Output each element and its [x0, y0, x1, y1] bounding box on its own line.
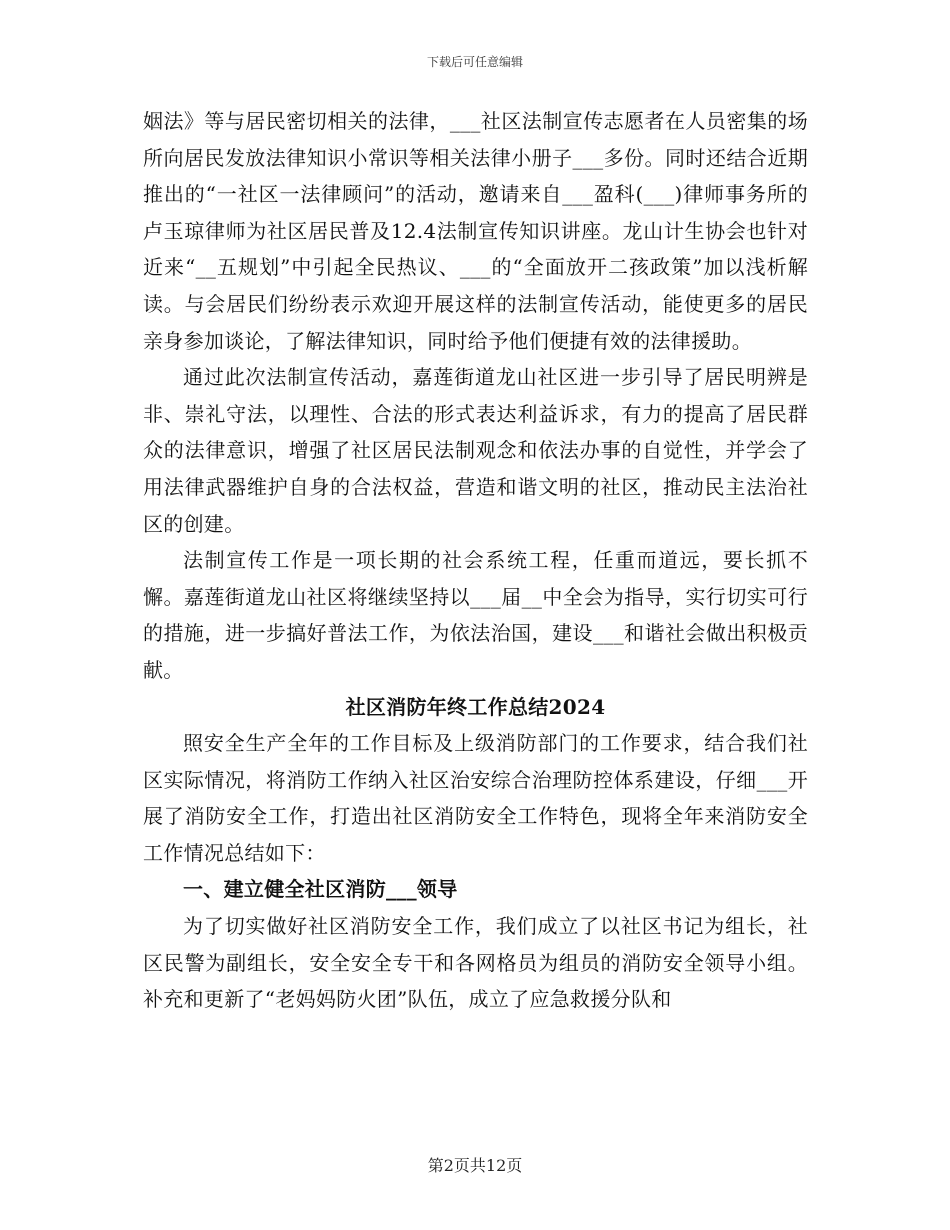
document-body	[143, 103, 808, 1018]
heading-fire-leadership: 一、建立健全社区消防___领导	[183, 877, 458, 902]
page-header: 下载后可任意编辑	[426, 55, 523, 69]
paragraph-activity-results: 通过此次法制宣传活动，嘉莲街道龙山社区进一步引导了居民明辨是非、崇礼守法，以理性、合法的形式表达利益诉求，有力的提高了居民群众的法律意识，增强了社区居民法制观念和依法办事的自觉性，并学会了用法律武器维护自身的合法权益，营造和谐文明的社区，推动民主法治社区的创建。	[143, 365, 808, 536]
paragraph-long-term-work: 法制宣传工作是一项长期的社会系统工程，任重而道远，要长抓不懈。嘉莲街道龙山社区将继续坚持以___届__中全会为指导，实行切实可行的措施，进一步搞好普法工作，为依法治国，建设___和谐社会做出积极贡献。	[143, 548, 808, 682]
paragraph-fire-leadership: 为了切实做好社区消防安全工作，我们成立了以社区书记为组长，社区民警为副组长，安全安全专干和各网格员为组员的消防安全领导小组。补充和更新了“老妈妈防火团”队伍，成立了应急救援分队和	[143, 914, 808, 1012]
page-number: 第2页共12页	[427, 1156, 523, 1175]
paragraph-fire-intro: 照安全生产全年的工作目标及上级消防部门的工作要求，结合我们社区实际情况，将消防工作纳入社区治安综合治理防控体系建设，仔细___开展了消防安全工作，打造出社区消防安全工作特色，现将全年来消防安全工作情况总结如下：	[143, 731, 808, 865]
paragraph-law-publicity-activity: 姻法》等与居民密切相关的法律，___社区法制宣传志愿者在人员密集的场所向居民发放法律知识小常识等相关法律小册子___多份。同时还结合近期推出的“一社区一法律顾问”的活动，邀请来自___盈科(___)律师事务所的卢玉琼律师为社区居民普及12.4法制宣传知识讲座。龙山计生协会也针对近来“__五规划”中引起全民热议、___的“全面放开二孩政策”加以浅析解读。与会居民们纷纷表示欢迎开展这样的法制宣传活动，能使更多的居民亲身参加谈论，了解法律知识，同时给予他们便捷有效的法律援助。	[143, 109, 808, 353]
section-title: 社区消防年终工作总结2024	[345, 694, 606, 719]
